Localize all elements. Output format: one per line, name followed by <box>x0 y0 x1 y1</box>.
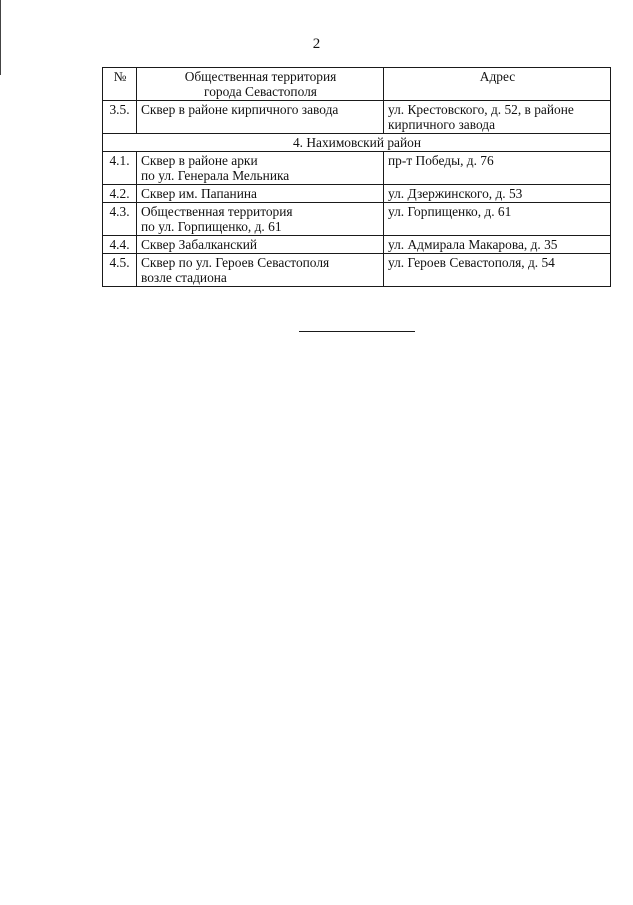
row-address: ул. Горпищенко, д. 61 <box>384 203 611 236</box>
row-number: 4.3. <box>103 203 137 236</box>
row-address: ул. Дзержинского, д. 53 <box>384 185 611 203</box>
table-row <box>103 203 611 236</box>
row-number: 3.5. <box>103 101 137 134</box>
row-address: ул. Крестовского, д. 52, в районе кирпичного завода <box>384 101 611 134</box>
row-number: 4.5. <box>103 254 137 287</box>
section-title: 4. Нахимовский район <box>103 134 611 152</box>
row-territory: Сквер по ул. Героев Севастополя возле стадиона <box>137 254 384 287</box>
row-territory: Сквер им. Папанина <box>137 185 384 203</box>
table-row <box>103 254 611 287</box>
row-address: пр-т Победы, д. 76 <box>384 152 611 185</box>
row-number: 4.2. <box>103 185 137 203</box>
closing-rule <box>299 331 415 332</box>
table-row <box>103 236 611 254</box>
table-row <box>103 152 611 185</box>
table-header-row <box>103 68 611 101</box>
row-number: 4.1. <box>103 152 137 185</box>
row-address: ул. Героев Севастополя, д. 54 <box>384 254 611 287</box>
page-number: 2 <box>312 36 321 52</box>
section-row <box>103 134 611 152</box>
table-row <box>103 101 611 134</box>
row-address: ул. Адмирала Макарова, д. 35 <box>384 236 611 254</box>
row-territory: Общественная территория по ул. Горпищенко, д. 61 <box>137 203 384 236</box>
territories-table <box>102 67 611 287</box>
row-territory: Сквер в районе кирпичного завода <box>137 101 384 134</box>
header-number: № <box>103 68 137 101</box>
header-territory: Общественная территория города Севастополя <box>137 68 384 101</box>
row-territory: Сквер в районе арки по ул. Генерала Мельника <box>137 152 384 185</box>
row-territory: Сквер Забалканский <box>137 236 384 254</box>
table-row <box>103 185 611 203</box>
header-address: Адрес <box>384 68 611 101</box>
row-number: 4.4. <box>103 236 137 254</box>
